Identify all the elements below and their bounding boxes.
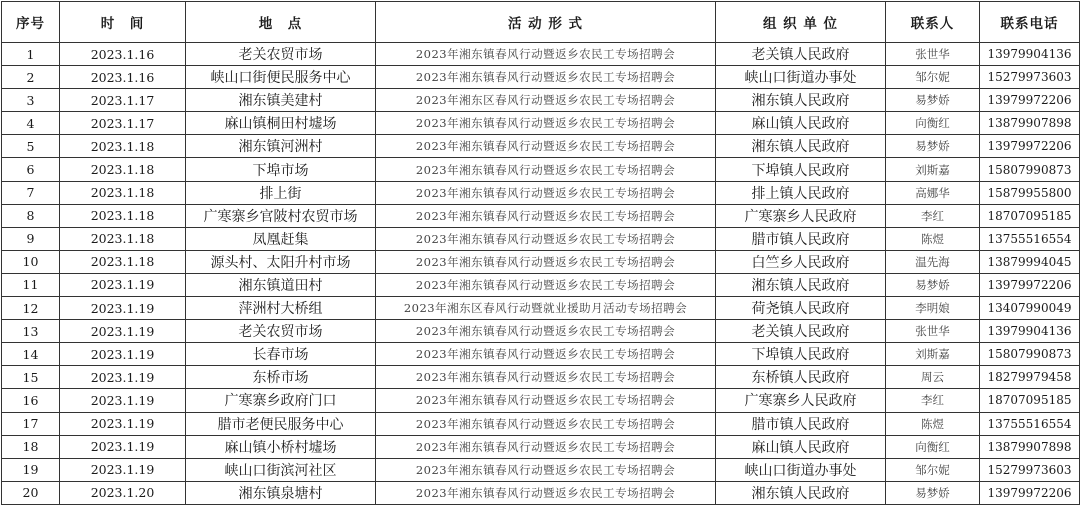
table-header-row <box>2 2 1080 43</box>
cell-activity-type: 2023年湘东镇春风行动暨返乡农民工专场招聘会 <box>376 458 716 481</box>
cell-contact-person: 李红 <box>886 204 980 227</box>
cell-activity-type: 2023年湘东镇春风行动暨返乡农民工专场招聘会 <box>376 320 716 343</box>
table-row <box>2 227 1080 250</box>
cell-contact-phone: 18279979458 <box>980 366 1080 389</box>
cell-contact-phone: 13979904136 <box>980 320 1080 343</box>
cell-activity-type: 2023年湘东镇春风行动暨返乡农民工专场招聘会 <box>376 66 716 89</box>
cell-contact-person: 易梦娇 <box>886 481 980 504</box>
cell-location: 腊市老便民服务中心 <box>186 412 376 435</box>
cell-location: 湘东镇道田村 <box>186 273 376 296</box>
cell-location: 峡山口街滨河社区 <box>186 458 376 481</box>
cell-date: 2023.1.17 <box>60 112 186 135</box>
cell-date: 2023.1.19 <box>60 297 186 320</box>
cell-contact-person: 邹尔妮 <box>886 458 980 481</box>
cell-organizer: 麻山镇人民政府 <box>716 435 886 458</box>
cell-contact-phone: 13755516554 <box>980 227 1080 250</box>
table-row <box>2 343 1080 366</box>
cell-contact-phone: 13979972206 <box>980 135 1080 158</box>
cell-location: 老关农贸市场 <box>186 43 376 66</box>
cell-contact-phone: 13879907898 <box>980 112 1080 135</box>
cell-activity-type: 2023年湘东镇春风行动暨返乡农民工专场招聘会 <box>376 481 716 504</box>
cell-date: 2023.1.18 <box>60 158 186 181</box>
cell-location: 湘东镇河洲村 <box>186 135 376 158</box>
cell-date: 2023.1.19 <box>60 435 186 458</box>
cell-location: 湘东镇泉塘村 <box>186 481 376 504</box>
cell-contact-person: 易梦娇 <box>886 273 980 296</box>
cell-serial-no: 16 <box>2 389 60 412</box>
cell-serial-no: 4 <box>2 112 60 135</box>
column-header-location: 地 点 <box>186 2 376 43</box>
table-row <box>2 297 1080 320</box>
cell-contact-person: 刘斯嘉 <box>886 343 980 366</box>
cell-activity-type: 2023年湘东镇春风行动暨返乡农民工专场招聘会 <box>376 343 716 366</box>
cell-contact-phone: 15279973603 <box>980 458 1080 481</box>
cell-contact-phone: 15279973603 <box>980 66 1080 89</box>
cell-activity-type: 2023年湘东镇春风行动暨返乡农民工专场招聘会 <box>376 181 716 204</box>
cell-location: 广寒寨乡官陂村农贸市场 <box>186 204 376 227</box>
cell-contact-phone: 18707095185 <box>980 389 1080 412</box>
cell-date: 2023.1.19 <box>60 273 186 296</box>
column-header-contact-person: 联系人 <box>886 2 980 43</box>
cell-organizer: 东桥镇人民政府 <box>716 366 886 389</box>
table-row <box>2 43 1080 66</box>
cell-organizer: 荷尧镇人民政府 <box>716 297 886 320</box>
cell-contact-person: 张世华 <box>886 43 980 66</box>
cell-contact-person: 向衡红 <box>886 112 980 135</box>
cell-organizer: 腊市镇人民政府 <box>716 227 886 250</box>
cell-activity-type: 2023年湘东镇春风行动暨返乡农民工专场招聘会 <box>376 204 716 227</box>
table-row <box>2 181 1080 204</box>
cell-serial-no: 3 <box>2 89 60 112</box>
cell-contact-person: 李红 <box>886 389 980 412</box>
cell-contact-phone: 15879955800 <box>980 181 1080 204</box>
cell-contact-phone: 15807990873 <box>980 343 1080 366</box>
cell-location: 老关农贸市场 <box>186 320 376 343</box>
cell-contact-phone: 13407990049 <box>980 297 1080 320</box>
cell-activity-type: 2023年湘东镇春风行动暨返乡农民工专场招聘会 <box>376 435 716 458</box>
column-header-serial-no: 序号 <box>2 2 60 43</box>
cell-organizer: 湘东镇人民政府 <box>716 135 886 158</box>
cell-organizer: 湘东镇人民政府 <box>716 273 886 296</box>
cell-date: 2023.1.18 <box>60 181 186 204</box>
cell-contact-person: 李明娘 <box>886 297 980 320</box>
cell-contact-person: 邹尔妮 <box>886 66 980 89</box>
cell-organizer: 广寒寨乡人民政府 <box>716 204 886 227</box>
cell-serial-no: 8 <box>2 204 60 227</box>
cell-location: 峡山口街便民服务中心 <box>186 66 376 89</box>
cell-contact-phone: 13979972206 <box>980 273 1080 296</box>
table-row <box>2 389 1080 412</box>
cell-activity-type: 2023年湘东镇春风行动暨返乡农民工专场招聘会 <box>376 366 716 389</box>
cell-serial-no: 17 <box>2 412 60 435</box>
cell-organizer: 峡山口街道办事处 <box>716 66 886 89</box>
table-row <box>2 66 1080 89</box>
cell-location: 长春市场 <box>186 343 376 366</box>
cell-serial-no: 5 <box>2 135 60 158</box>
cell-contact-phone: 13979972206 <box>980 481 1080 504</box>
table-row <box>2 250 1080 273</box>
table-row <box>2 412 1080 435</box>
table-body <box>2 43 1080 505</box>
cell-serial-no: 19 <box>2 458 60 481</box>
cell-organizer: 湘东镇人民政府 <box>716 481 886 504</box>
cell-date: 2023.1.19 <box>60 412 186 435</box>
cell-contact-phone: 18707095185 <box>980 204 1080 227</box>
cell-activity-type: 2023年湘东镇春风行动暨返乡农民工专场招聘会 <box>376 412 716 435</box>
cell-location: 源头村、太阳升村市场 <box>186 250 376 273</box>
table-row <box>2 204 1080 227</box>
cell-serial-no: 9 <box>2 227 60 250</box>
cell-activity-type: 2023年湘东镇春风行动暨返乡农民工专场招聘会 <box>376 389 716 412</box>
cell-activity-type: 2023年湘东区春风行动暨就业援助月活动专场招聘会 <box>376 297 716 320</box>
cell-date: 2023.1.20 <box>60 481 186 504</box>
cell-activity-type: 2023年湘东镇春风行动暨返乡农民工专场招聘会 <box>376 158 716 181</box>
cell-date: 2023.1.18 <box>60 227 186 250</box>
cell-organizer: 白竺乡人民政府 <box>716 250 886 273</box>
cell-organizer: 广寒寨乡人民政府 <box>716 389 886 412</box>
cell-date: 2023.1.16 <box>60 66 186 89</box>
cell-serial-no: 18 <box>2 435 60 458</box>
column-header-organizer: 组 织 单 位 <box>716 2 886 43</box>
cell-location: 凤凰赶集 <box>186 227 376 250</box>
cell-serial-no: 6 <box>2 158 60 181</box>
table-row <box>2 135 1080 158</box>
cell-serial-no: 14 <box>2 343 60 366</box>
cell-date: 2023.1.18 <box>60 250 186 273</box>
cell-organizer: 湘东镇人民政府 <box>716 89 886 112</box>
cell-location: 排上街 <box>186 181 376 204</box>
cell-activity-type: 2023年湘东镇春风行动暨返乡农民工专场招聘会 <box>376 135 716 158</box>
cell-activity-type: 2023年湘东镇春风行动暨返乡农民工专场招聘会 <box>376 43 716 66</box>
cell-activity-type: 2023年湘东镇春风行动暨返乡农民工专场招聘会 <box>376 273 716 296</box>
cell-organizer: 排上镇人民政府 <box>716 181 886 204</box>
cell-organizer: 腊市镇人民政府 <box>716 412 886 435</box>
cell-date: 2023.1.17 <box>60 89 186 112</box>
cell-date: 2023.1.19 <box>60 366 186 389</box>
cell-location: 下埠市场 <box>186 158 376 181</box>
column-header-time: 时 间 <box>60 2 186 43</box>
cell-contact-phone: 13879907898 <box>980 435 1080 458</box>
table-row <box>2 112 1080 135</box>
cell-contact-person: 向衡红 <box>886 435 980 458</box>
cell-activity-type: 2023年湘东镇春风行动暨返乡农民工专场招聘会 <box>376 227 716 250</box>
cell-date: 2023.1.19 <box>60 458 186 481</box>
cell-serial-no: 11 <box>2 273 60 296</box>
cell-date: 2023.1.19 <box>60 320 186 343</box>
cell-contact-person: 高娜华 <box>886 181 980 204</box>
cell-contact-person: 刘斯嘉 <box>886 158 980 181</box>
cell-serial-no: 7 <box>2 181 60 204</box>
cell-location: 广寒寨乡政府门口 <box>186 389 376 412</box>
cell-serial-no: 2 <box>2 66 60 89</box>
cell-activity-type: 2023年湘东镇春风行动暨返乡农民工专场招聘会 <box>376 250 716 273</box>
job-fair-schedule-table <box>1 1 1080 505</box>
table-row <box>2 273 1080 296</box>
column-header-activity-type: 活 动 形 式 <box>376 2 716 43</box>
cell-date: 2023.1.16 <box>60 43 186 66</box>
cell-contact-person: 陈煜 <box>886 227 980 250</box>
cell-serial-no: 15 <box>2 366 60 389</box>
cell-serial-no: 20 <box>2 481 60 504</box>
cell-contact-person: 周云 <box>886 366 980 389</box>
cell-serial-no: 10 <box>2 250 60 273</box>
cell-activity-type: 2023年湘东镇春风行动暨返乡农民工专场招聘会 <box>376 112 716 135</box>
cell-contact-phone: 13979972206 <box>980 89 1080 112</box>
cell-serial-no: 1 <box>2 43 60 66</box>
cell-organizer: 麻山镇人民政府 <box>716 112 886 135</box>
cell-contact-person: 温先海 <box>886 250 980 273</box>
table-row <box>2 458 1080 481</box>
cell-contact-person: 易梦娇 <box>886 89 980 112</box>
cell-location: 湘东镇美建村 <box>186 89 376 112</box>
table-row <box>2 158 1080 181</box>
cell-location: 麻山镇桐田村墟场 <box>186 112 376 135</box>
cell-location: 东桥市场 <box>186 366 376 389</box>
cell-date: 2023.1.18 <box>60 204 186 227</box>
column-header-contact-phone: 联系电话 <box>980 2 1080 43</box>
table-row <box>2 89 1080 112</box>
cell-contact-phone: 13755516554 <box>980 412 1080 435</box>
cell-contact-phone: 15807990873 <box>980 158 1080 181</box>
cell-contact-person: 易梦娇 <box>886 135 980 158</box>
cell-organizer: 老关镇人民政府 <box>716 43 886 66</box>
cell-activity-type: 2023年湘东区春风行动暨返乡农民工专场招聘会 <box>376 89 716 112</box>
cell-date: 2023.1.19 <box>60 389 186 412</box>
cell-location: 萍洲村大桥组 <box>186 297 376 320</box>
table-row <box>2 320 1080 343</box>
table-row <box>2 366 1080 389</box>
cell-date: 2023.1.18 <box>60 135 186 158</box>
cell-contact-person: 张世华 <box>886 320 980 343</box>
cell-date: 2023.1.19 <box>60 343 186 366</box>
cell-organizer: 峡山口街道办事处 <box>716 458 886 481</box>
cell-organizer: 下埠镇人民政府 <box>716 158 886 181</box>
cell-serial-no: 13 <box>2 320 60 343</box>
cell-contact-phone: 13879994045 <box>980 250 1080 273</box>
cell-serial-no: 12 <box>2 297 60 320</box>
cell-organizer: 下埠镇人民政府 <box>716 343 886 366</box>
cell-location: 麻山镇小桥村墟场 <box>186 435 376 458</box>
table-row <box>2 481 1080 504</box>
cell-contact-phone: 13979904136 <box>980 43 1080 66</box>
cell-organizer: 老关镇人民政府 <box>716 320 886 343</box>
table-row <box>2 435 1080 458</box>
cell-contact-person: 陈煜 <box>886 412 980 435</box>
